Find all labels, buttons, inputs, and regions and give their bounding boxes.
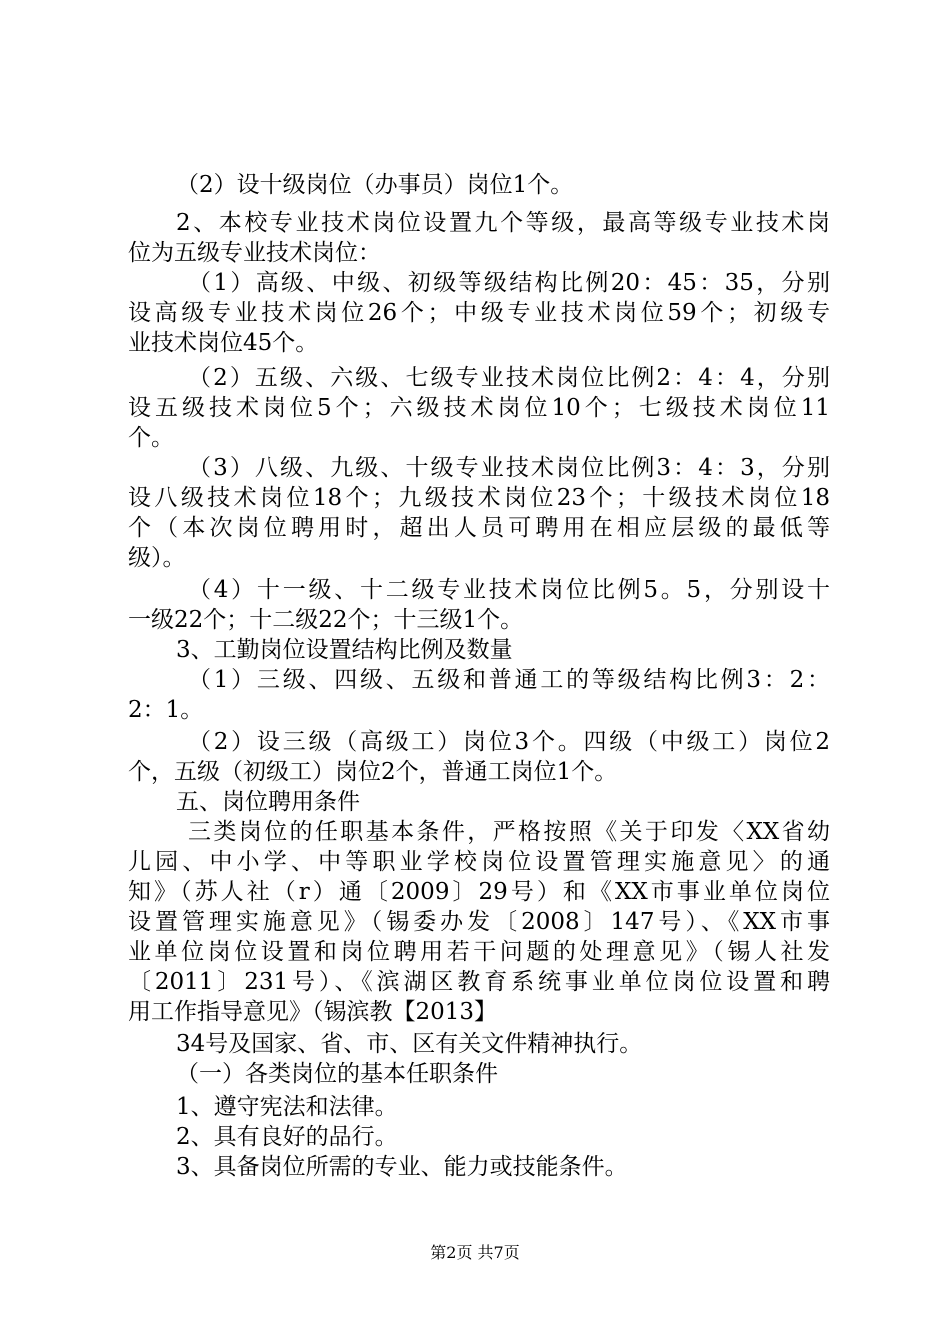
text-line: （1）三级、四级、五级和普通工的等级结构比例3：2： — [188, 667, 830, 693]
list-item: 2、具有良好的品行。 — [176, 1124, 398, 1150]
section-heading: 五、岗位聘用条件 — [176, 789, 360, 815]
text-line: （2）五级、六级、七级专业技术岗位比例2：4：4，分别 — [188, 365, 830, 391]
text-line: 34号及国家、省、市、区有关文件精神执行。 — [176, 1031, 643, 1057]
text-line: 位为五级专业技术岗位： — [128, 240, 381, 266]
subsection-heading: （一）各类岗位的基本任职条件 — [176, 1061, 498, 1087]
text-line: 3、工勤岗位设置结构比例及数量 — [176, 637, 513, 663]
text-line: （2）设十级岗位（办事员）岗位1个。 — [176, 172, 574, 198]
text-line: 业技术岗位45个。 — [128, 330, 319, 356]
text-line: 儿园、中小学、中等职业学校岗位设置管理实施意见〉的通 — [128, 849, 830, 875]
text-line: 设五级技术岗位5个；六级技术岗位10个；七级技术岗位11 — [128, 395, 830, 421]
text-line: 设八级技术岗位18个；九级技术岗位23个；十级技术岗位18 — [128, 485, 830, 511]
text-line: 设置管理实施意见》（锡委办发〔2008〕147号）、《XX市事 — [128, 909, 830, 935]
list-item: 3、具备岗位所需的专业、能力或技能条件。 — [176, 1154, 628, 1180]
text-line: 三类岗位的任职基本条件，严格按照《关于印发〈XX省幼 — [188, 819, 830, 845]
text-line: 业单位岗位设置和岗位聘用若干问题的处理意见》（锡人社发 — [128, 939, 830, 965]
text-line: 〔2011〕231号）、《滨湖区教育系统事业单位岗位设置和聘 — [128, 969, 830, 995]
text-line: （4）十一级、十二级专业技术岗位比例5。5，分别设十 — [188, 577, 830, 603]
text-line: （2）设三级（高级工）岗位3个。四级（中级工）岗位2 — [188, 729, 830, 755]
text-line: 个（本次岗位聘用时，超出人员可聘用在相应层级的最低等 — [128, 515, 830, 541]
text-line: 个。 — [128, 425, 174, 451]
text-line: 一级22个；十二级22个；十三级1个。 — [128, 607, 524, 633]
list-item: 1、遵守宪法和法律。 — [176, 1094, 398, 1120]
text-line: 2：1。 — [128, 697, 204, 723]
page-footer: 第2页 共7页 — [430, 1243, 520, 1262]
text-line: 知》（苏人社（r）通〔2009〕29号）和《XX市事业单位岗位 — [128, 879, 830, 905]
text-line: 设高级专业技术岗位26个；中级专业技术岗位59个；初级专 — [128, 300, 830, 326]
text-line: 2、本校专业技术岗位设置九个等级，最高等级专业技术岗 — [176, 210, 830, 236]
text-line: 级）。 — [128, 545, 186, 571]
text-line: 用工作指导意见》（锡滨教【2013】 — [128, 999, 498, 1025]
text-line: （3）八级、九级、十级专业技术岗位比例3：4：3，分别 — [188, 455, 830, 481]
text-line: 个，五级（初级工）岗位2个，普通工岗位1个。 — [128, 759, 618, 785]
text-line: （1）高级、中级、初级等级结构比例20：45：35，分别 — [188, 270, 830, 296]
